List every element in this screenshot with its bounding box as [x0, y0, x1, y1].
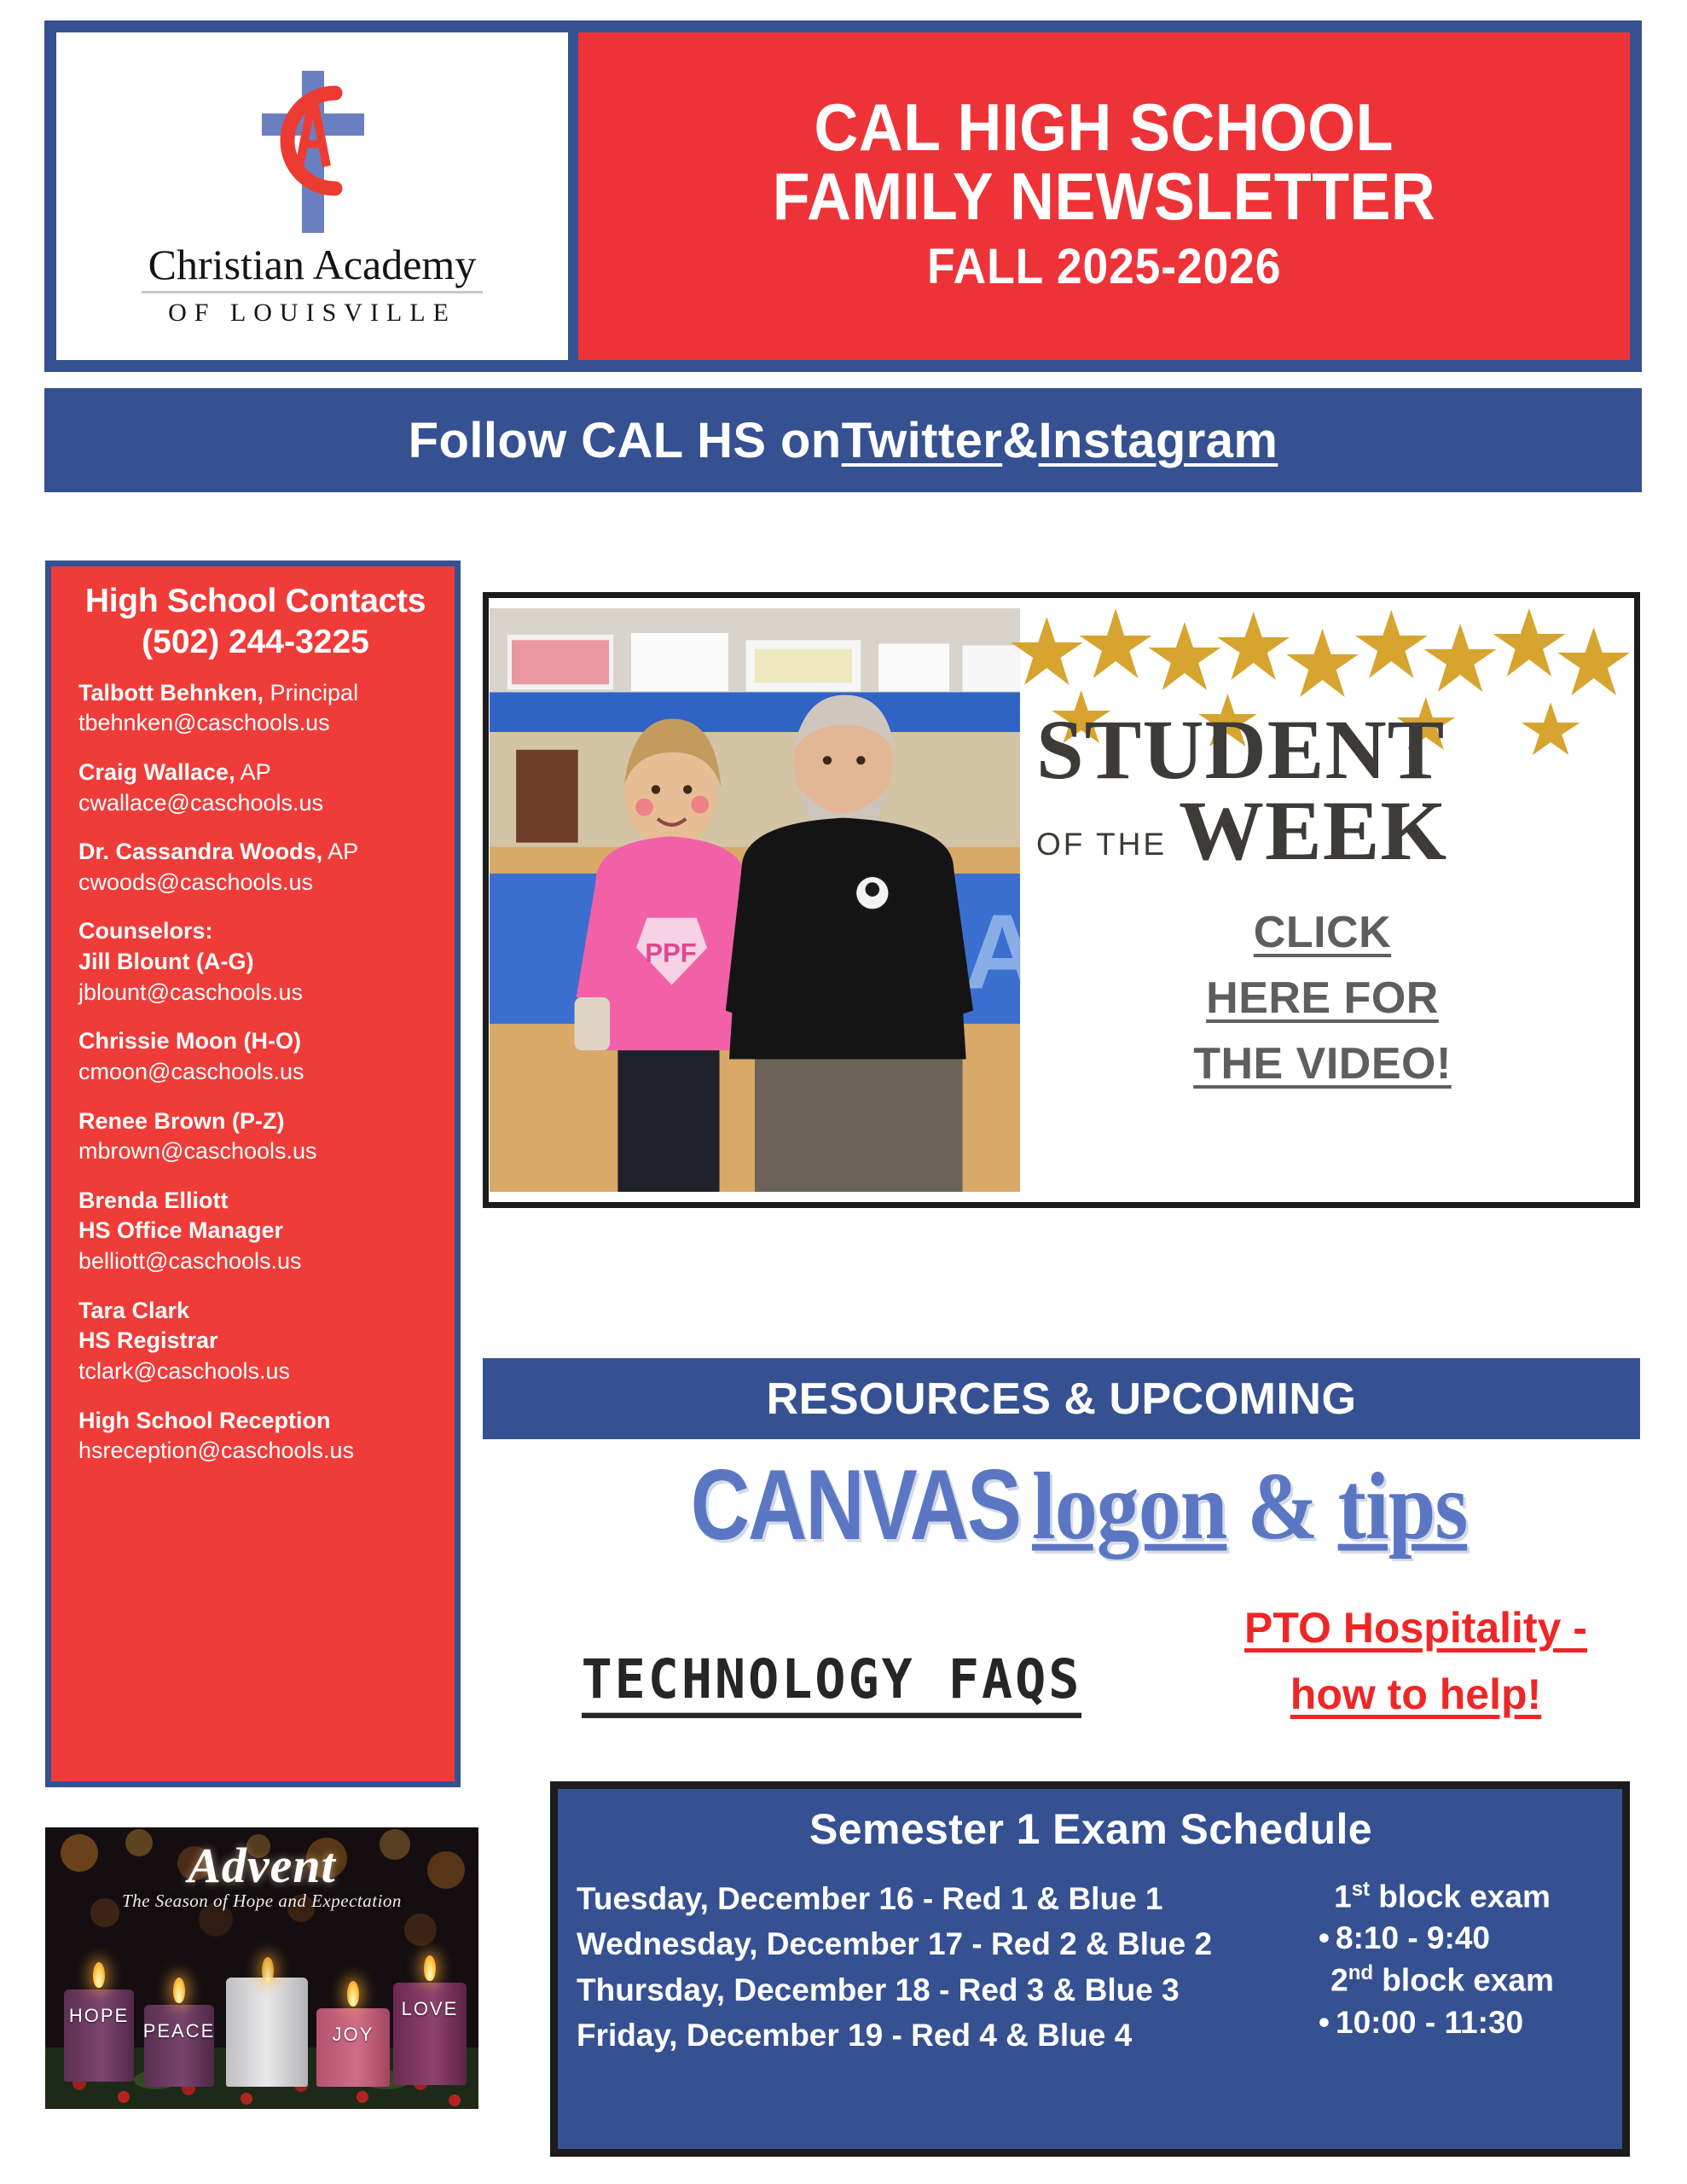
logo-school-city: OF LOUISVILLE [168, 298, 456, 327]
contact-entry [70, 678, 441, 739]
advent-image[interactable] [45, 1827, 478, 2109]
logo-divider [142, 291, 483, 293]
student-word: STUDENT [1036, 702, 1446, 797]
title-line-1: CAL HIGH SCHOOL [814, 90, 1394, 166]
school-logo-block [56, 32, 568, 360]
counselor-email[interactable]: mbrown@caschools.us [78, 1138, 317, 1165]
counselor-name: Chrissie Moon (H-O) [78, 1028, 301, 1054]
pto-line-1[interactable]: PTO Hospitality - [1244, 1604, 1587, 1652]
staff-entry [70, 1186, 441, 1277]
contact-role: AP [235, 758, 271, 785]
block-1-ordinal: st [1351, 1878, 1371, 1901]
logo-school-name: Christian Academy [148, 240, 477, 288]
advent-candle-hope [64, 1989, 134, 2082]
newsletter-header [44, 20, 1642, 372]
counselors-entry [70, 916, 441, 1008]
staff-email[interactable]: tclark@caschools.us [78, 1357, 290, 1384]
block-1-time-row [1279, 1917, 1605, 1960]
block-1-label [1279, 1876, 1605, 1917]
exam-schedule-title: Semester 1 Exam Schedule [809, 1805, 1372, 1853]
candle-label: PEACE [142, 2020, 216, 2042]
block-2-label [1279, 1960, 1605, 2001]
staff-name: High School Reception [78, 1407, 331, 1433]
technology-faqs-label[interactable]: TECHNOLOGY FAQS [582, 1648, 1082, 1718]
block-2-text: block exam [1373, 1962, 1554, 1998]
cta-line-1[interactable]: CLICK [1253, 908, 1392, 957]
newsletter-title-block [578, 32, 1630, 360]
of-the-word: OF THE [1036, 827, 1167, 862]
counselor-name: Jill Blount (A-G) [78, 949, 254, 975]
contact-role: Principal [264, 679, 359, 706]
flame-icon [262, 1957, 274, 1983]
candle-label: JOY [332, 2024, 374, 2045]
staff-name: Tara Clark [78, 1297, 190, 1323]
contact-email[interactable]: cwallace@caschools.us [78, 789, 324, 816]
canvas-tips-word[interactable]: tips [1337, 1452, 1468, 1560]
follow-prefix: Follow CAL HS on [408, 412, 842, 468]
cross-logo-icon [223, 62, 402, 241]
counselors-entry [70, 1026, 441, 1087]
twitter-link[interactable]: Twitter [841, 412, 1003, 468]
advent-candle-white [226, 1978, 308, 2087]
block-1-number: 1 [1334, 1879, 1352, 1914]
pto-line-2[interactable]: how to help! [1290, 1670, 1542, 1718]
student-of-week-graphic [1021, 608, 1624, 1192]
resources-upcoming-banner: RESOURCES & UPCOMING [483, 1358, 1640, 1439]
flame-icon [93, 1962, 105, 1988]
exam-date-row: Wednesday, December 17 - Red 2 & Blue 2 [577, 1926, 1213, 1962]
contact-name: Craig Wallace, [78, 758, 235, 785]
contact-email[interactable]: tbehnken@caschools.us [78, 710, 330, 736]
advent-candle-love [393, 1983, 467, 2085]
contacts-title: High School Contacts [84, 583, 426, 619]
exam-date-row: Tuesday, December 16 - Red 1 & Blue 1 [577, 1881, 1163, 1916]
week-word: WEEK [1179, 783, 1448, 878]
staff-title: HS Registrar [78, 1327, 218, 1354]
student-of-the-week-panel[interactable] [483, 592, 1640, 1208]
block-2-time-row [1279, 2001, 1605, 2044]
technology-faqs-link[interactable] [461, 1647, 1203, 1720]
instagram-link[interactable]: Instagram [1038, 412, 1278, 468]
cta-line-3[interactable]: THE VIDEO! [1193, 1038, 1452, 1089]
exam-date-row: Friday, December 19 - Red 4 & Blue 4 [577, 2017, 1133, 2053]
flame-icon [424, 1955, 436, 1981]
candle-label: HOPE [68, 2005, 130, 2026]
contact-entry [70, 837, 441, 897]
counselor-email[interactable]: jblount@caschools.us [78, 979, 304, 1005]
cta-line-2[interactable]: HERE FOR [1206, 973, 1439, 1023]
high-school-contacts-panel [45, 561, 461, 1787]
bullet-icon: • [1319, 2004, 1330, 2040]
block-1-text: block exam [1370, 1879, 1551, 1914]
staff-title: HS Office Manager [78, 1217, 284, 1244]
counselors-entry [70, 1107, 441, 1167]
staff-entry [70, 1296, 441, 1387]
contacts-phone[interactable]: (502) 244-3225 [142, 624, 369, 661]
block-2-time: 10:00 - 11:30 [1336, 2004, 1524, 2040]
pto-hospitality-link[interactable] [1186, 1595, 1646, 1728]
canvas-logon-word[interactable]: logon [1031, 1452, 1227, 1560]
staff-email[interactable]: belliott@caschools.us [78, 1248, 302, 1275]
title-line-3: FALL 2025-2026 [926, 239, 1282, 295]
advent-subtitle: The Season of Hope and Expectation [122, 1891, 402, 1911]
follow-banner [44, 388, 1642, 492]
flame-icon [347, 1981, 359, 2007]
block-2-number: 2 [1330, 1962, 1348, 1998]
exam-date-list [577, 1876, 1267, 2058]
advent-title: Advent [188, 1838, 336, 1893]
exam-date-row: Thursday, December 18 - Red 3 & Blue 3 [577, 1972, 1180, 2007]
canvas-word[interactable]: CANVAS [690, 1449, 1020, 1561]
counselors-heading: Counselors: [78, 918, 213, 944]
follow-joiner: & [1002, 412, 1039, 468]
advent-candle-joy [316, 2008, 390, 2087]
exam-block-times [1276, 1876, 1605, 2058]
bullet-icon: • [1319, 1920, 1330, 1956]
counselor-email[interactable]: cmoon@caschools.us [78, 1058, 304, 1084]
contact-entry [70, 758, 441, 818]
exam-schedule-panel [550, 1781, 1630, 2157]
candle-label: LOVE [401, 1998, 459, 2019]
counselor-name: Renee Brown (P-Z) [78, 1107, 285, 1134]
title-line-2: FAMILY NEWSLETTER [772, 159, 1436, 235]
block-2-ordinal: nd [1348, 1961, 1374, 1985]
canvas-logon-tips-link[interactable] [512, 1449, 1646, 1561]
flame-icon [173, 1978, 185, 2003]
staff-entry [70, 1406, 441, 1467]
staff-email[interactable]: hsreception@caschools.us [78, 1438, 355, 1464]
advent-candle-peace [144, 2005, 214, 2087]
contact-name: Dr. Cassandra Woods, [78, 839, 323, 865]
canvas-ampersand: & [1226, 1452, 1338, 1560]
block-1-time: 8:10 - 9:40 [1336, 1920, 1490, 1956]
contact-name: Talbott Behnken, [78, 679, 264, 706]
svg-text:PPF: PPF [645, 938, 697, 968]
staff-name: Brenda Elliott [78, 1187, 229, 1213]
student-and-principal-photo [499, 608, 1011, 1192]
contact-email[interactable]: cwoods@caschools.us [78, 868, 314, 895]
video-link[interactable] [1193, 900, 1452, 1097]
contact-role: AP [322, 839, 359, 865]
